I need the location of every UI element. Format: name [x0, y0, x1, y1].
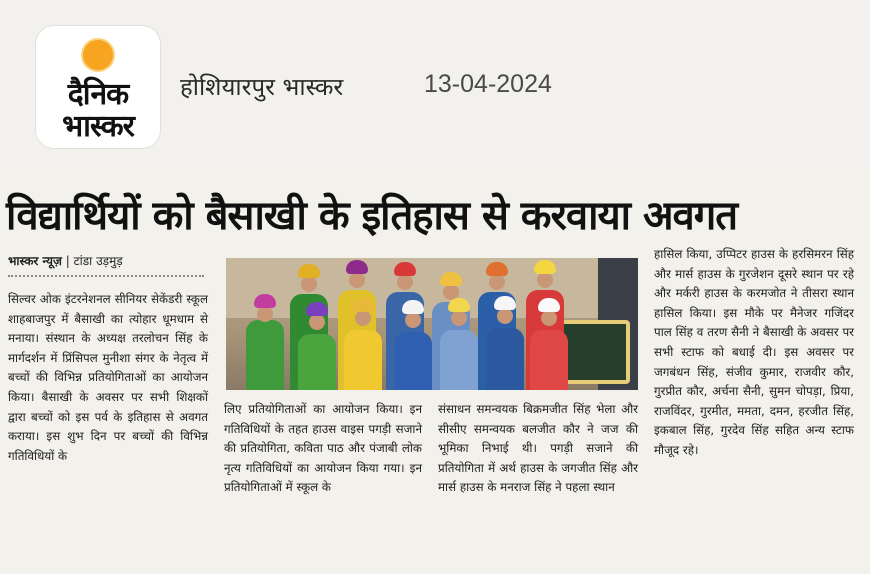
photo-student [486, 328, 524, 390]
photo-turban [298, 264, 320, 278]
photo-turban [346, 260, 368, 274]
photo-student-face [537, 272, 553, 288]
photo-turban [306, 302, 328, 316]
byline-separator: | [65, 254, 74, 268]
photo-student-face [451, 310, 467, 326]
photo-student [298, 334, 336, 390]
article-column-3: संसाधन समन्वयक बिक्रमजीत सिंह भेला और सीसीए समन्वयक बलजीत कौर ने जज की भूमिका निभाई थी। पगड़ी सजाने की प्रतियोगिता में अर्थ हाउस के जगजीत सिंह और मार्स हाउस के मनराज सिंह ने पहला स्थान [438, 402, 638, 495]
photo-student-face [301, 276, 317, 292]
photo-student-face [541, 310, 557, 326]
article-column-4: हासिल किया, उप्पिटर हाउस के हरसिमरन सिंह और मार्स हाउस के गुरजेशन दूसरे स्थान पर रहे और मर्करी हाउस के करमजोत ने तीसरा स्थान हासिल किया। इस मौके पर मैनेजर गजिंदर पाल सिंह व तरण सैनी ने बैसाखी के अवसर पर सभी स्टाफ को बधाई दी। इस अवसर पर जगबंधन सिंह, संजीव कुमार, राजवीर कौर, गुरप्रीत कौर, अर्चना सैनी, सुमन चोपड़ा, प्रिया, राजविंदर, गुरमीत, ममता, दमन, हरजीत सिंह, इकबाल सिंह, गुरदेव सिंह सहित अन्य स्टाफ मौजूद रहे। [654, 247, 854, 457]
photo-turban [494, 296, 516, 310]
byline-place: टांडा उड़मुड़ [73, 254, 123, 268]
edition-date: 13-04-2024 [424, 70, 552, 98]
photo-student-face [257, 306, 273, 322]
page-header [0, 0, 870, 168]
photo-student [246, 320, 284, 390]
article-headline: विद्यार्थियों को बैसाखी के इतिहास से करवाया अवगत [6, 193, 738, 239]
photo-student-face [309, 314, 325, 330]
photo-turban [538, 298, 560, 312]
photo-student [394, 332, 432, 390]
photo-student-face [497, 308, 513, 324]
sun-icon [83, 40, 113, 70]
photo-turban [394, 262, 416, 276]
newspaper-logo [36, 26, 160, 148]
byline-source: भास्कर न्यूज़ [8, 254, 62, 268]
photo-student-face [405, 312, 421, 328]
article-column-2: लिए प्रतियोगिताओं का आयोजन किया। इन गतिविधियों के तहत हाउस वाइस पगड़ी सजाने की प्रतियोगिता, कविता पाठ और पंजाबी लोक नृत्य गतिविधियों का आयोजन किया गया। इन प्रतियोगिताओं में स्कूल के [224, 402, 422, 495]
photo-turban [486, 262, 508, 276]
photo-student [440, 330, 478, 390]
photo-student-face [397, 274, 413, 290]
article-column-1: सिल्वर ओक इंटरनेशनल सीनियर सेकेंडरी स्कूल शाहबाजपुर में बैसाखी का त्योहार धूमधाम से मनाया। संस्थान के अध्यक्ष तरलोचन सिंह के मार्गदर्शन में प्रिंसिपल मुनीशा संगर के नेतृत्व में बच्चों की विभिन्न प्रतियोगिताओं का आयोजन किया। बैसाखी के अवसर पर सभी शिक्षकों द्वारा बच्चों को इस पर्व के इतिहास से अवगत कराया। इस शुभ दिन पर बच्चों की विभिन्न गतिविधियों के [8, 292, 208, 463]
photo-turban [254, 294, 276, 308]
photo-turban [402, 300, 424, 314]
article-photo [226, 258, 638, 390]
photo-turban [352, 298, 374, 312]
photo-student-face [489, 274, 505, 290]
logo-text-line1: दैनिक [67, 77, 129, 112]
photo-student [344, 330, 382, 390]
article-byline [8, 252, 204, 277]
photo-turban [440, 272, 462, 286]
photo-turban [448, 298, 470, 312]
photo-student [530, 330, 568, 390]
edition-name: होशियारपुर भास्कर [180, 73, 344, 101]
photo-turban [534, 260, 556, 274]
photo-student-face [355, 310, 371, 326]
logo-text-line2: भास्कर [62, 109, 134, 144]
photo-student-face [349, 272, 365, 288]
